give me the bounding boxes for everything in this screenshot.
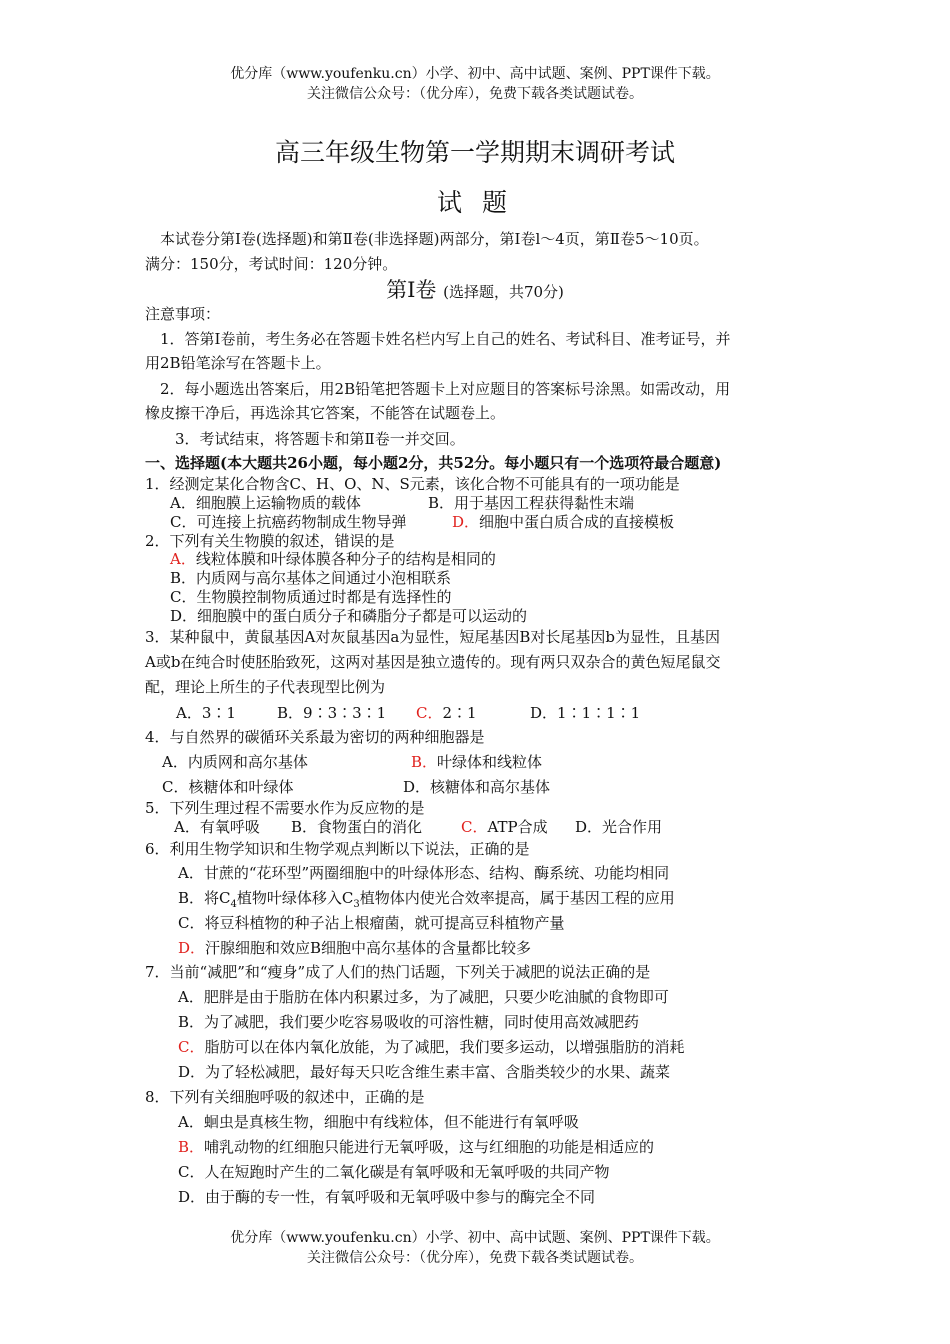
q5-option-c — [461, 816, 548, 837]
footer-line-2: 关注微信公众号：（优分库），免费下载各类试题试卷。 — [307, 1250, 643, 1266]
q2-option-b: B．内质网与高尔基体之间通过小泡相联系 — [170, 569, 452, 587]
q4-stem: 4．与自然界的碳循环关系最为密切的两种细胞器是 — [145, 728, 485, 746]
notice-item-3: 3．考试结束，将答题卡和第Ⅱ卷一并交回。 — [175, 430, 465, 448]
q5-stem: 5．下列生理过程不需要水作为反应物的是 — [145, 799, 425, 817]
q5-option-c-text: ATP合成 — [487, 818, 548, 836]
page-title: 高三年级生物第一学期期末调研考试 — [274, 138, 675, 167]
q7-option-d: D．为了轻松减肥，最好每天只吃含维生素丰富、含脂类较少的水果、蔬菜 — [178, 1063, 671, 1081]
header-line-1: 优分库（www.youfenku.cn）小学、初中、高中试题、案例、PPT课件下载。 — [230, 66, 720, 82]
q4-option-c: C．核糖体和叶绿体 — [162, 778, 294, 796]
q1-option-c: C．可连接上抗癌药物制成生物导弹 — [170, 513, 407, 531]
q8-option-b-text: 哺乳动物的红细胞只能进行无氧呼吸，这与红细胞的功能是相适应的 — [204, 1138, 655, 1156]
q3-option-a: A．3∶1 — [176, 704, 236, 722]
q2-option-c: C．生物膜控制物质通过时都是有选择性的 — [170, 588, 452, 606]
q4-option-a: A．内质网和高尔基体 — [162, 753, 308, 771]
q8-option-b — [178, 1136, 654, 1157]
q8-option-d: D．由于酶的专一性，有氧呼吸和无氧呼吸中参与的酶完全不同 — [178, 1188, 596, 1206]
q5-option-d: D．光合作用 — [575, 818, 663, 836]
q8-option-c: C．人在短跑时产生的二氧化碳是有氧呼吸和无氧呼吸的共同产物 — [178, 1163, 610, 1181]
notice-item-2-line-2: 橡皮擦干净后，再选涂其它答案，不能答在试题卷上。 — [145, 404, 506, 422]
q2-option-a — [170, 548, 496, 569]
q8-option-a: A．蛔虫是真核生物，细胞中有线粒体，但不能进行有氧呼吸 — [178, 1113, 579, 1131]
q1-option-d — [452, 511, 674, 532]
q6-option-b-sub-2: 3 — [353, 899, 360, 910]
q6-option-a: A．甘蔗的“花环型”两圈细胞中的叶绿体形态、结构、酶系统、功能均相同 — [178, 864, 670, 882]
section-note: (选择题，共70分) — [443, 283, 564, 301]
q6-option-b-pre: B．将C — [178, 889, 231, 907]
q4-answer-letter: B． — [411, 753, 438, 771]
q3-line-1: 3．某种鼠中，黄鼠基因A对灰鼠基因a为显性，短尾基因B对长尾基因b为显性，且基因 — [145, 628, 720, 646]
q7-option-b: B．为了减肥，我们要少吃容易吸收的可溶性糖，同时使用高效减肥药 — [178, 1013, 640, 1031]
q2-option-a-text: 线粒体膜和叶绿体膜各种分子的结构是相同的 — [195, 550, 496, 568]
q3-option-c-text: 2∶1 — [442, 704, 477, 722]
q3-option-b: B．9∶3∶3∶1 — [277, 704, 387, 722]
q4-option-b — [411, 751, 542, 772]
q6-stem: 6．利用生物学知识和生物学观点判断以下说法，正确的是 — [145, 840, 530, 858]
q1-option-b: B．用于基因工程获得黏性末端 — [428, 494, 635, 512]
q1-option-d-text: 细胞中蛋白质合成的直接模板 — [479, 513, 675, 531]
notice-item-1-line-1: 1．答第Ⅰ卷前，考生务必在答题卡姓名栏内写上自己的姓名、考试科目、准考证号，并 — [160, 330, 731, 348]
intro-line-1: 本试卷分第Ⅰ卷(选择题)和第Ⅱ卷(非选择题)两部分，第Ⅰ卷l～4页，第Ⅱ卷5～10页。 — [160, 230, 709, 248]
notice-item-1-line-2: 用2B铅笔涂写在答题卡上。 — [145, 354, 331, 372]
q6-option-b-post: 植物体内使光合效率提高，属于基因工程的应用 — [359, 889, 675, 907]
q1-stem: 1．经测定某化合物含C、H、O、N、S元素，该化合物不可能具有的一项功能是 — [145, 475, 680, 493]
q8-stem: 8．下列有关细胞呼吸的叙述中，正确的是 — [145, 1088, 425, 1106]
q4-option-b-text: 叶绿体和线粒体 — [437, 753, 543, 771]
intro-line-2: 满分：150分，考试时间：120分钟。 — [145, 255, 398, 273]
notice-item-2-line-1: 2．每小题选出答案后，用2B铅笔把答题卡上对应题目的答案标号涂黑。如需改动，用 — [160, 380, 731, 398]
section-heading — [0, 274, 950, 304]
page-subtitle: 试 题 — [437, 188, 513, 217]
q6-option-d-text: 汗腺细胞和效应B细胞中高尔基体的含量都比较多 — [205, 939, 532, 957]
q6-option-b-sub-1: 4 — [230, 899, 237, 910]
q3-option-c — [416, 702, 477, 723]
q7-answer-letter: C． — [178, 1038, 205, 1056]
q2-answer-letter: A． — [170, 550, 196, 568]
q3-line-2: A或b在纯合时使胚胎致死，这两对基因是独立遗传的。现有两只双杂合的黄色短尾鼠交 — [145, 653, 721, 671]
q3-option-d: D．1∶1∶1∶1 — [530, 704, 641, 722]
part-heading: 一、选择题(本大题共26小题，每小题2分，共52分。每小题只有一个选项符最合题意) — [145, 454, 722, 472]
header-line-2: 关注微信公众号：（优分库），免费下载各类试题试卷。 — [307, 86, 643, 102]
q1-option-a: A．细胞膜上运输物质的载体 — [170, 494, 361, 512]
q2-option-d: D．细胞膜中的蛋白质分子和磷脂分子都是可以运动的 — [170, 607, 528, 625]
footer-line-1: 优分库（www.youfenku.cn）小学、初中、高中试题、案例、PPT课件下载。 — [230, 1230, 720, 1246]
q6-option-d — [178, 937, 531, 958]
q7-option-c — [178, 1036, 685, 1057]
q6-option-b-mid: 植物叶绿体移入C — [236, 889, 354, 907]
q6-answer-letter: D． — [178, 939, 206, 957]
q1-answer-letter: D． — [452, 513, 480, 531]
q7-option-a: A．肥胖是由于脂肪在体内积累过多，为了减肥，只要少吃油腻的食物即可 — [178, 988, 669, 1006]
q7-stem: 7．当前“减肥”和“瘦身”成了人们的热门话题，下列关于减肥的说法正确的是 — [145, 963, 651, 981]
q6-option-c: C．将豆科植物的种子沾上根瘤菌，就可提高豆科植物产量 — [178, 914, 565, 932]
q5-answer-letter: C． — [461, 818, 488, 836]
q4-option-d: D．核糖体和高尔基体 — [403, 778, 551, 796]
q3-answer-letter: C． — [416, 704, 443, 722]
section-main: 第Ⅰ卷 — [386, 278, 437, 302]
q8-answer-letter: B． — [178, 1138, 205, 1156]
q5-option-b: B．食物蛋白的消化 — [291, 818, 423, 836]
q2-stem: 2．下列有关生物膜的叙述，错误的是 — [145, 532, 395, 550]
q3-line-3: 配，理论上所生的子代表现型比例为 — [145, 678, 386, 696]
q6-option-b — [178, 887, 675, 910]
q5-option-a: A．有氧呼吸 — [174, 818, 260, 836]
q7-option-c-text: 脂肪可以在体内氧化放能，为了减肥，我们要多运动，以增强脂肪的消耗 — [204, 1038, 685, 1056]
notice-heading: 注意事项： — [145, 305, 221, 323]
